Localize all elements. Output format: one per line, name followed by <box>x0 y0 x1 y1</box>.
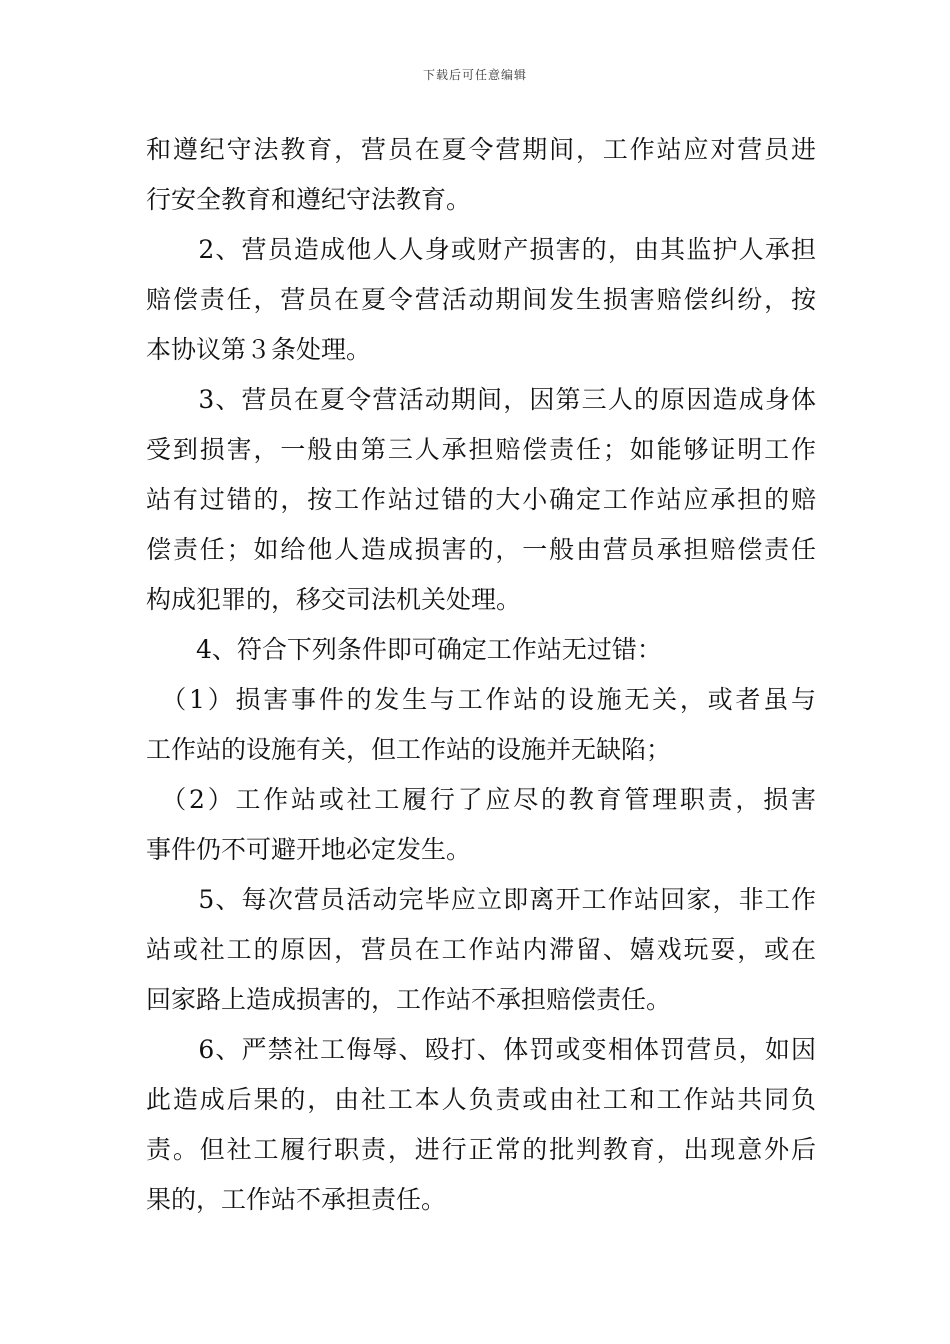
text-line: 赔偿责任，营员在夏令营活动期间发生损害赔偿纠纷，按 <box>146 285 816 314</box>
text-line: 受到损害，一般由第三人承担赔偿责任；如能够证明工作 <box>146 435 816 464</box>
text-line: 此造成后果的，由社工本人负责或由社工和工作站共同负 <box>146 1085 816 1114</box>
text-line: 回家路上造成损害的，工作站不承担赔偿责任。 <box>146 985 672 1014</box>
text-line: 5、每次营员活动完毕应立即离开工作站回家，非工作 <box>146 885 816 914</box>
text-line: 工作站的设施有关，但工作站的设施并无缺陷； <box>146 735 672 764</box>
text-line: 构成犯罪的，移交司法机关处理。 <box>146 585 522 614</box>
text-line: 事件仍不可避开地必定发生。 <box>146 835 472 864</box>
text-line: 站有过错的，按工作站过错的大小确定工作站应承担的赔 <box>146 485 816 514</box>
text-line: 站或社工的原因，营员在工作站内滞留、嬉戏玩耍，或在 <box>146 935 816 964</box>
text-line: 和遵纪守法教育，营员在夏令营期间，工作站应对营员进 <box>146 135 816 164</box>
text-line: 本协议第３条处理。 <box>146 335 372 364</box>
text-line: 责。但社工履行职责，进行正常的批判教育，出现意外后 <box>146 1135 816 1164</box>
text-line: 6、严禁社工侮辱、殴打、体罚或变相体罚营员，如因 <box>146 1035 816 1064</box>
text-line: 3、营员在夏令营活动期间，因第三人的原因造成身体 <box>146 385 816 414</box>
text-line: 4、符合下列条件即可确定工作站无过错： <box>146 635 662 664</box>
text-line: 2、营员造成他人人身或财产损害的，由其监护人承担 <box>146 235 816 264</box>
page-header-note: 下载后可任意编辑 <box>422 68 527 82</box>
text-line: （2）工作站或社工履行了应尽的教育管理职责，损害 <box>146 785 816 814</box>
text-line: 果的，工作站不承担责任。 <box>146 1185 447 1214</box>
text-line: （1）损害事件的发生与工作站的设施无关，或者虽与 <box>146 685 816 714</box>
text-line: 行安全教育和遵纪守法教育。 <box>146 185 472 214</box>
text-line: 偿责任；如给他人造成损害的，一般由营员承担赔偿责任 <box>146 535 816 564</box>
